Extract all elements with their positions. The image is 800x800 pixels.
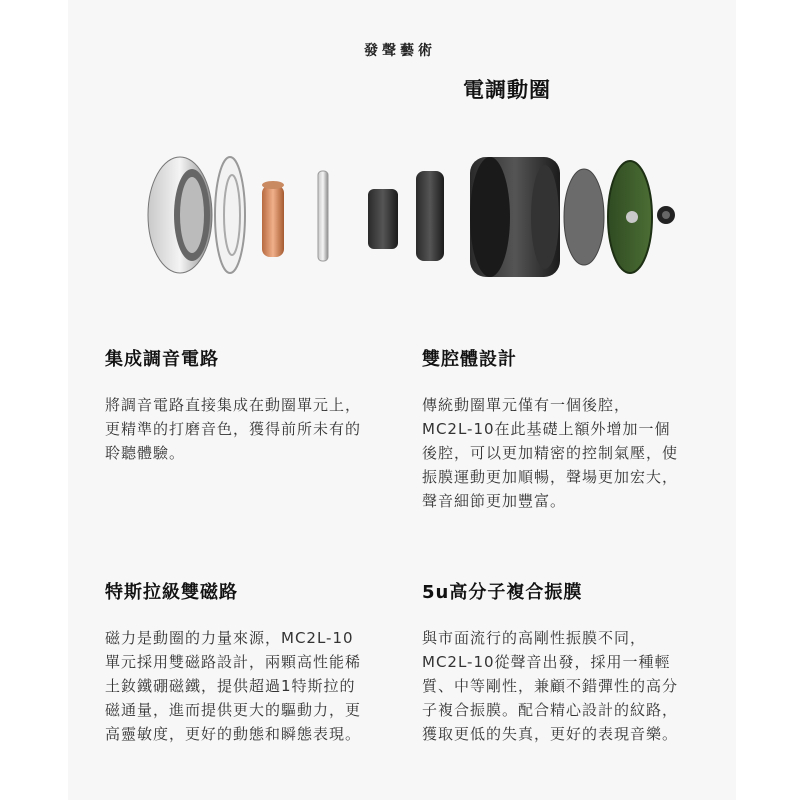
feature-tuning-circuit bbox=[105, 345, 405, 465]
voice-coil-part bbox=[262, 181, 284, 257]
front-cover-part bbox=[148, 157, 212, 273]
screw-part bbox=[657, 206, 675, 224]
feature-dual-chamber bbox=[422, 345, 722, 513]
section-title: 電調動圈 bbox=[463, 78, 551, 102]
feature-heading: 雙腔體設計 bbox=[422, 349, 517, 370]
feature-heading: 5u高分子複合振膜 bbox=[422, 582, 583, 603]
rear-cover-part bbox=[564, 169, 604, 265]
feature-body: 將調音電路直接集成在動圈單元上， 更精準的打磨音色，獲得前所未有的 聆聽體驗。 bbox=[105, 396, 362, 462]
driver-exploded-view-illustration bbox=[140, 145, 680, 285]
section-eyebrow: 發聲藝術 bbox=[364, 43, 436, 59]
feature-body: 與市面流行的高剛性振膜不同， MC2L-10從聲音出發，採用一種輕 質、中等剛性，兼顧不錯彈性的高分 子複合振膜。配合精心設計的紋路， 獲取更低的失真，更好的表現音樂。 bbox=[422, 629, 679, 743]
rear-chamber-housing-part bbox=[470, 157, 560, 277]
magnet-part bbox=[368, 189, 398, 249]
diaphragm-part bbox=[215, 157, 245, 273]
feature-heading: 集成調音電路 bbox=[105, 349, 219, 370]
feature-heading: 特斯拉級雙磁路 bbox=[105, 582, 238, 603]
second-magnet-part bbox=[416, 171, 444, 261]
tuning-circuit-board-part bbox=[608, 161, 652, 273]
pole-plate-part bbox=[318, 171, 328, 261]
feature-dual-magnet bbox=[105, 578, 405, 746]
feature-body: 磁力是動圈的力量來源，MC2L-10 單元採用雙磁路設計，兩顆高性能稀 土釹鐵硼磁鐵，提供超過1特斯拉的 磁通量，進而提供更大的驅動力，更 高靈敏度，更好的動態和瞬態表現。 bbox=[105, 629, 362, 743]
feature-diaphragm bbox=[422, 578, 722, 746]
feature-body: 傳統動圈單元僅有一個後腔， MC2L-10在此基礎上額外增加一個 後腔，可以更加精密的控制氣壓，使 振膜運動更加順暢，聲場更加宏大， 聲音細節更加豐富。 bbox=[422, 396, 679, 510]
